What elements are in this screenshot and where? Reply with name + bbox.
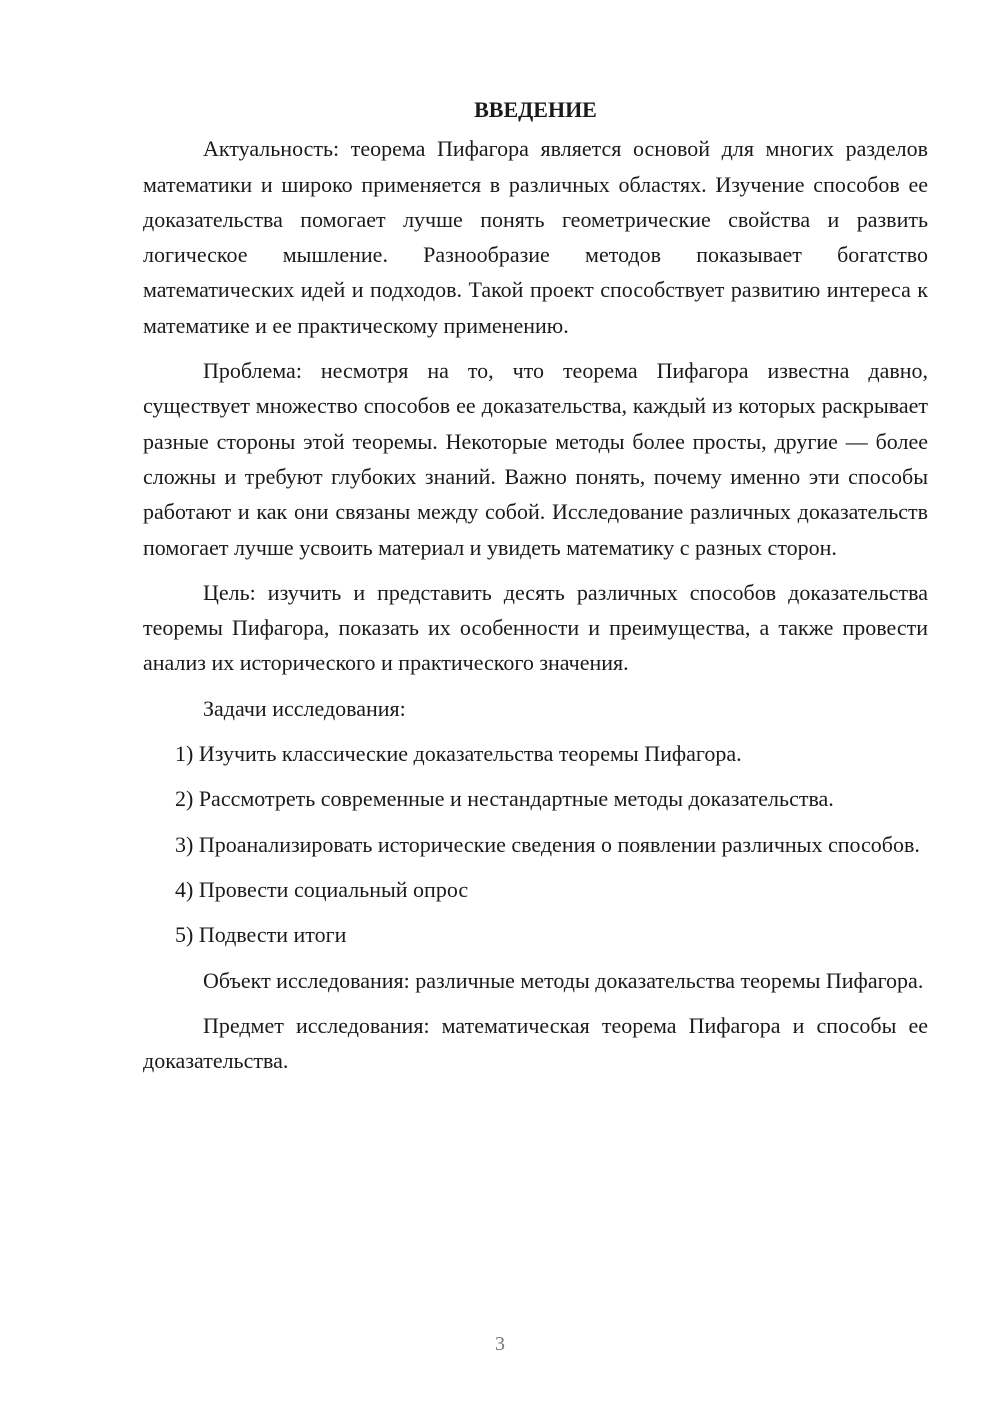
relevance-paragraph: Актуальность: теорема Пифагора является основой для многих разделов математики и широко применяется в различных областях. Изучение способов ее доказательства помогает лучше понять геометрические свойства и развить логическое мышление. Разнообразие методов показывает богатство математических идей и подходов. Такой проект способствует развитию интереса к математике и ее практическому применению. [143, 136, 928, 338]
tasks-title: Задачи исследования: [203, 695, 406, 721]
task-item: 5) Подвести итоги [175, 922, 347, 948]
task-item: 4) Провести социальный опрос [175, 876, 469, 902]
page-number: 3 [495, 1333, 505, 1355]
task-item: 2) Рассмотреть современные и нестандартные методы доказательства. [175, 786, 834, 812]
section-heading: ВВЕДЕНИЕ [474, 97, 597, 122]
problem-paragraph: Проблема: несмотря на то, что теорема Пифагора известна давно, существует множество способов ее доказательства, каждый из которых раскрывает разные стороны этой теоремы. Некоторые методы более просты, другие — более сложны и требуют глубоких знаний. Важно понять, почему именно эти способы работают и как они связаны между собой. Исследование различных доказательств помогает лучше усвоить материал и увидеть математику с разных сторон. [143, 358, 928, 560]
subject-paragraph: Предмет исследования: математическая теорема Пифагора и способы ее доказательства. [143, 1012, 928, 1074]
page-content [143, 92, 928, 1088]
task-item: 1) Изучить классические доказательства теоремы Пифагора. [175, 741, 742, 767]
goal-paragraph: Цель: изучить и представить десять различных способов доказательства теоремы Пифагора, показать их особенности и преимущества, а также провести анализ их исторического и практического значения. [143, 579, 928, 676]
object-paragraph: Объект исследования: различные методы доказательства теоремы Пифагора. [203, 967, 924, 993]
task-item: 3) Проанализировать исторические сведения о появлении различных способов. [175, 831, 920, 857]
